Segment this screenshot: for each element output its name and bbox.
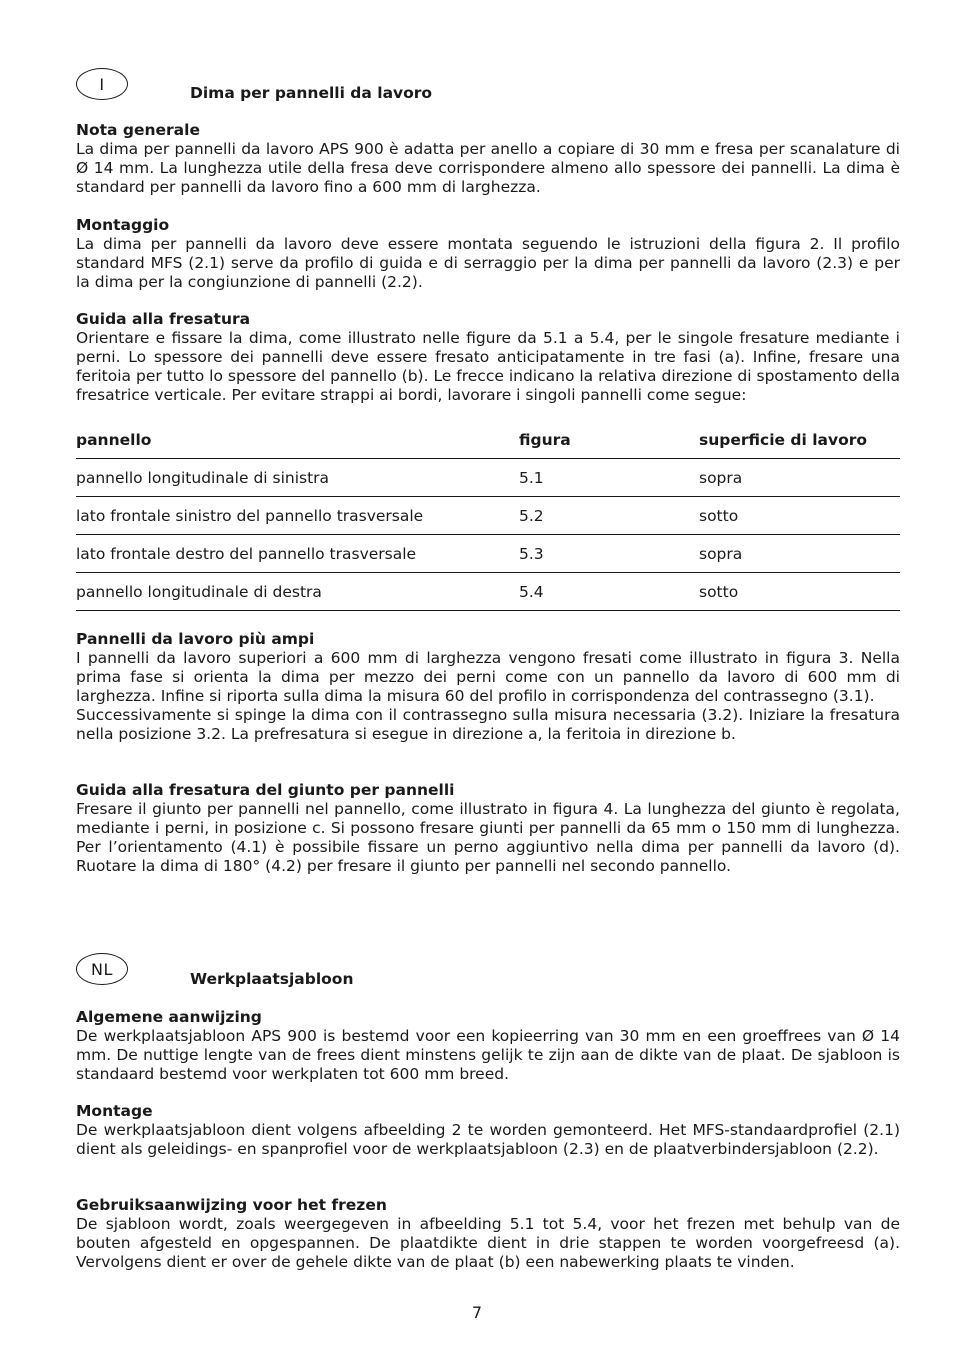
paragraph-algemene: De werkplaatsjabloon APS 900 is bestemd voor een kopieerring van 30 mm en een groeffrees van Ø 14 mm. De nuttige lengte van de frees dient minstens gelijk te zijn aan de dikte van de plaat. De sjabloon is standaard bestemd voor werkplaten tot 600 mm breed. [76, 1027, 900, 1083]
heading-nota-generale: Nota generale [76, 121, 200, 139]
table-row [76, 535, 900, 573]
block-pannelli-ampi [76, 630, 900, 744]
page-number: 7 [471, 1303, 483, 1322]
table-header-row [76, 422, 900, 459]
section-title-italian: Dima per pannelli da lavoro [190, 84, 433, 102]
table-row [76, 497, 900, 535]
table-cell: 5.3 [519, 535, 699, 573]
paragraph-pannelli-ampi-2: Successivamente si spinge la dima con il contrassegno sulla misura necessaria (3.2). Iniziare la fresatura nella posizione 3.2. La prefresatura si esegue in direzione a, la feritoia in direzione b. [76, 706, 900, 743]
table-cell: sotto [699, 497, 900, 535]
table-cell: 5.4 [519, 573, 699, 611]
table-cell: lato frontale destro del pannello trasversale [76, 535, 519, 573]
language-badge-italian [76, 68, 128, 100]
heading-gebruik: Gebruiksaanwijzing voor het frezen [76, 1196, 387, 1214]
heading-montage: Montage [76, 1102, 153, 1120]
table-row [76, 573, 900, 611]
paragraph-giunto: Fresare il giunto per pannelli nel pannello, come illustrato in figura 4. La lunghezza del giunto è regolata, mediante i perni, in posizione c. Si possono fresare giunti per pannelli da 65 mm o 150 mm di lunghezza. Per l’orientamento (4.1) è possibile fissare un perno aggiuntivo nella dima per pannelli da lavoro (d). Ruotare la dima di 180° (4.2) per fresare il giunto per pannelli nel secondo pannello. [76, 800, 900, 875]
panel-table [76, 422, 900, 611]
block-montaggio [76, 216, 900, 292]
heading-montaggio: Montaggio [76, 216, 170, 234]
block-giunto [76, 781, 900, 876]
table-cell: sotto [699, 573, 900, 611]
table-cell: 5.2 [519, 497, 699, 535]
table-header-superficie: superficie di lavoro [699, 422, 900, 459]
block-algemene [76, 1008, 900, 1084]
heading-guida-fresatura: Guida alla fresatura [76, 310, 251, 328]
table-cell: 5.1 [519, 459, 699, 497]
paragraph-nota-generale: La dima per pannelli da lavoro APS 900 è adatta per anello a copiare di 30 mm e fresa per scanalature di Ø 14 mm. La lunghezza utile della fresa deve corrispondere almeno allo spessore dei pannelli. La dima è standard per pannelli da lavoro fino a 600 mm di larghezza. [76, 140, 900, 196]
table-cell: sopra [699, 535, 900, 573]
paragraph-montage: De werkplaatsjabloon dient volgens afbeelding 2 te worden gemonteerd. Het MFS-standaardprofiel (2.1) dient als geleidings- en spanprofiel voor de werkplaatsjabloon (2.3) en de plaatverbindersjabloon (2.2). [76, 1121, 900, 1158]
paragraph-pannelli-ampi-1: I pannelli da lavoro superiori a 600 mm di larghezza vengono fresati come illustrato in figura 3. Nella prima fase si orienta la dima per mezzo dei perni come con un pannello da lavoro di 600 mm di larghezza. Infine si riporta sulla dima la misura 60 del profilo in corrispondenza del contrassegno (3.1). [76, 649, 900, 705]
table-cell: pannello longitudinale di sinistra [76, 459, 519, 497]
table-cell: sopra [699, 459, 900, 497]
table-header-figura: figura [519, 422, 699, 459]
paragraph-guida-fresatura: Orientare e fissare la dima, come illustrato nelle figure da 5.1 a 5.4, per le singole fresature mediante i perni. Lo spessore dei pannelli deve essere fresato anticipatamente in tre fasi (a). Infine, fresare una feritoia per tutto lo spessore del pannello (b). Le frecce indicano la relativa direzione di spostamento della fresatrice verticale. Per evitare strappi ai bordi, lavorare i singoli pannelli come segue: [76, 329, 900, 404]
block-montage [76, 1102, 900, 1159]
table-cell: pannello longitudinale di destra [76, 573, 519, 611]
table-row [76, 459, 900, 497]
language-code: I [99, 74, 105, 94]
language-badge-dutch [76, 953, 128, 985]
table-cell: lato frontale sinistro del pannello trasversale [76, 497, 519, 535]
heading-pannelli-ampi: Pannelli da lavoro più ampi [76, 630, 315, 648]
language-code: NL [91, 959, 113, 979]
block-nota-generale [76, 121, 900, 197]
block-guida-fresatura [76, 310, 900, 405]
heading-algemene: Algemene aanwijzing [76, 1008, 262, 1026]
paragraph-montaggio: La dima per pannelli da lavoro deve essere montata seguendo le istruzioni della figura 2. Il profilo standard MFS (2.1) serve da profilo di guida e di serraggio per la dima per pannelli da lavoro (2.3) e per la dima per la congiunzione di pannelli (2.2). [76, 235, 900, 291]
paragraph-gebruik: De sjabloon wordt, zoals weergegeven in afbeelding 5.1 tot 5.4, voor het frezen met behulp van de bouten afgesteld en opgespannen. De plaatdikte dient in drie stappen te worden voorgefreesd (a). Vervolgens dient er over de gehele dikte van de plaat (b) een nabewerking plaats te vinden. [76, 1215, 900, 1271]
heading-giunto: Guida alla fresatura del giunto per pannelli [76, 781, 455, 799]
section-title-dutch: Werkplaatsjabloon [190, 970, 354, 988]
table-header-pannello: pannello [76, 422, 519, 459]
block-gebruik [76, 1196, 900, 1272]
